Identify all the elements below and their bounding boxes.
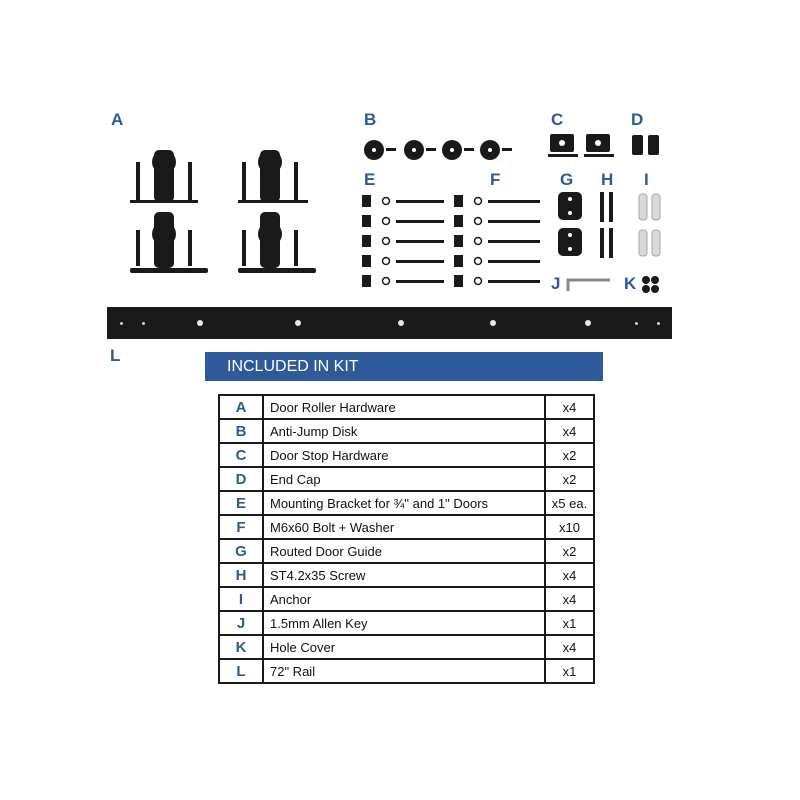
part-letter-a: A [111, 110, 124, 129]
kit-title-banner: INCLUDED IN KIT [205, 352, 603, 381]
item-quantity: x5 ea. [545, 491, 594, 515]
end-cap-image [630, 133, 662, 157]
rail-hole [197, 320, 203, 326]
item-code: A [219, 395, 263, 419]
item-code: B [219, 419, 263, 443]
table-row [219, 515, 594, 539]
part-letter-k: K [624, 274, 637, 293]
item-quantity: x4 [545, 563, 594, 587]
item-description: Door Roller Hardware [263, 395, 545, 419]
rail-pin [142, 322, 145, 325]
hole-cover-image [640, 274, 662, 294]
item-description: Hole Cover [263, 635, 545, 659]
item-code: K [219, 635, 263, 659]
item-quantity: x1 [545, 659, 594, 683]
table-row [219, 587, 594, 611]
item-description: 1.5mm Allen Key [263, 611, 545, 635]
routed-door-guide-image [555, 190, 585, 260]
table-row [219, 611, 594, 635]
bolt-washer-icon [362, 195, 540, 287]
kit-contents-table [218, 394, 595, 684]
rail-hole [490, 320, 496, 326]
screw-image [597, 190, 617, 260]
rail-image [107, 307, 672, 339]
anchor-icon [639, 194, 660, 256]
rail-hole [295, 320, 301, 326]
part-letter-h: H [601, 170, 614, 189]
rail-hole [585, 320, 591, 326]
table-row [219, 659, 594, 683]
table-row [219, 563, 594, 587]
part-letter-g: G [560, 170, 574, 189]
item-description: Mounting Bracket for ¾" and 1" Doors [263, 491, 545, 515]
door-roller-icon [130, 150, 316, 273]
part-letter-i: I [644, 170, 649, 189]
item-description: Anchor [263, 587, 545, 611]
item-code: F [219, 515, 263, 539]
item-code: I [219, 587, 263, 611]
end-cap-icon [632, 135, 659, 155]
mounting-bracket-bolt-image [360, 192, 545, 292]
item-description: Anti-Jump Disk [263, 419, 545, 443]
part-letter-e: E [364, 170, 376, 189]
table-row [219, 467, 594, 491]
allen-key-icon [568, 280, 610, 291]
item-description: 72" Rail [263, 659, 545, 683]
item-code: C [219, 443, 263, 467]
item-quantity: x2 [545, 467, 594, 491]
anti-jump-disk-image [362, 137, 517, 163]
item-quantity: x4 [545, 587, 594, 611]
table-row [219, 491, 594, 515]
item-description: Routed Door Guide [263, 539, 545, 563]
item-quantity: x1 [545, 611, 594, 635]
rail-pin [120, 322, 123, 325]
table-row [219, 419, 594, 443]
rail-hole [398, 320, 404, 326]
item-quantity: x4 [545, 635, 594, 659]
rail-pin [657, 322, 660, 325]
part-letter-l: L [110, 346, 121, 365]
item-quantity: x4 [545, 419, 594, 443]
table-row [219, 395, 594, 419]
anchor-image [636, 190, 664, 260]
screw-icon [600, 192, 613, 258]
part-letter-c: C [551, 110, 564, 129]
item-quantity: x2 [545, 539, 594, 563]
item-description: Door Stop Hardware [263, 443, 545, 467]
item-quantity: x2 [545, 443, 594, 467]
item-code: H [219, 563, 263, 587]
table-row [219, 539, 594, 563]
item-description: ST4.2x35 Screw [263, 563, 545, 587]
rail-pin [635, 322, 638, 325]
part-letter-j: J [551, 274, 561, 293]
item-description: End Cap [263, 467, 545, 491]
part-letter-b: B [364, 110, 377, 129]
part-letter-d: D [631, 110, 644, 129]
item-code: D [219, 467, 263, 491]
door-guide-icon [558, 192, 582, 256]
item-code: L [219, 659, 263, 683]
part-letter-f: F [490, 170, 501, 189]
hole-cover-icon [642, 276, 659, 293]
door-stop-icon [548, 134, 614, 157]
door-roller-hardware-image [128, 140, 318, 280]
item-quantity: x4 [545, 395, 594, 419]
item-quantity: x10 [545, 515, 594, 539]
item-description: M6x60 Bolt + Washer [263, 515, 545, 539]
allen-key-image [565, 275, 613, 293]
item-code: E [219, 491, 263, 515]
table-row [219, 443, 594, 467]
door-stop-hardware-image [548, 132, 618, 160]
item-code: J [219, 611, 263, 635]
table-row [219, 635, 594, 659]
item-code: G [219, 539, 263, 563]
